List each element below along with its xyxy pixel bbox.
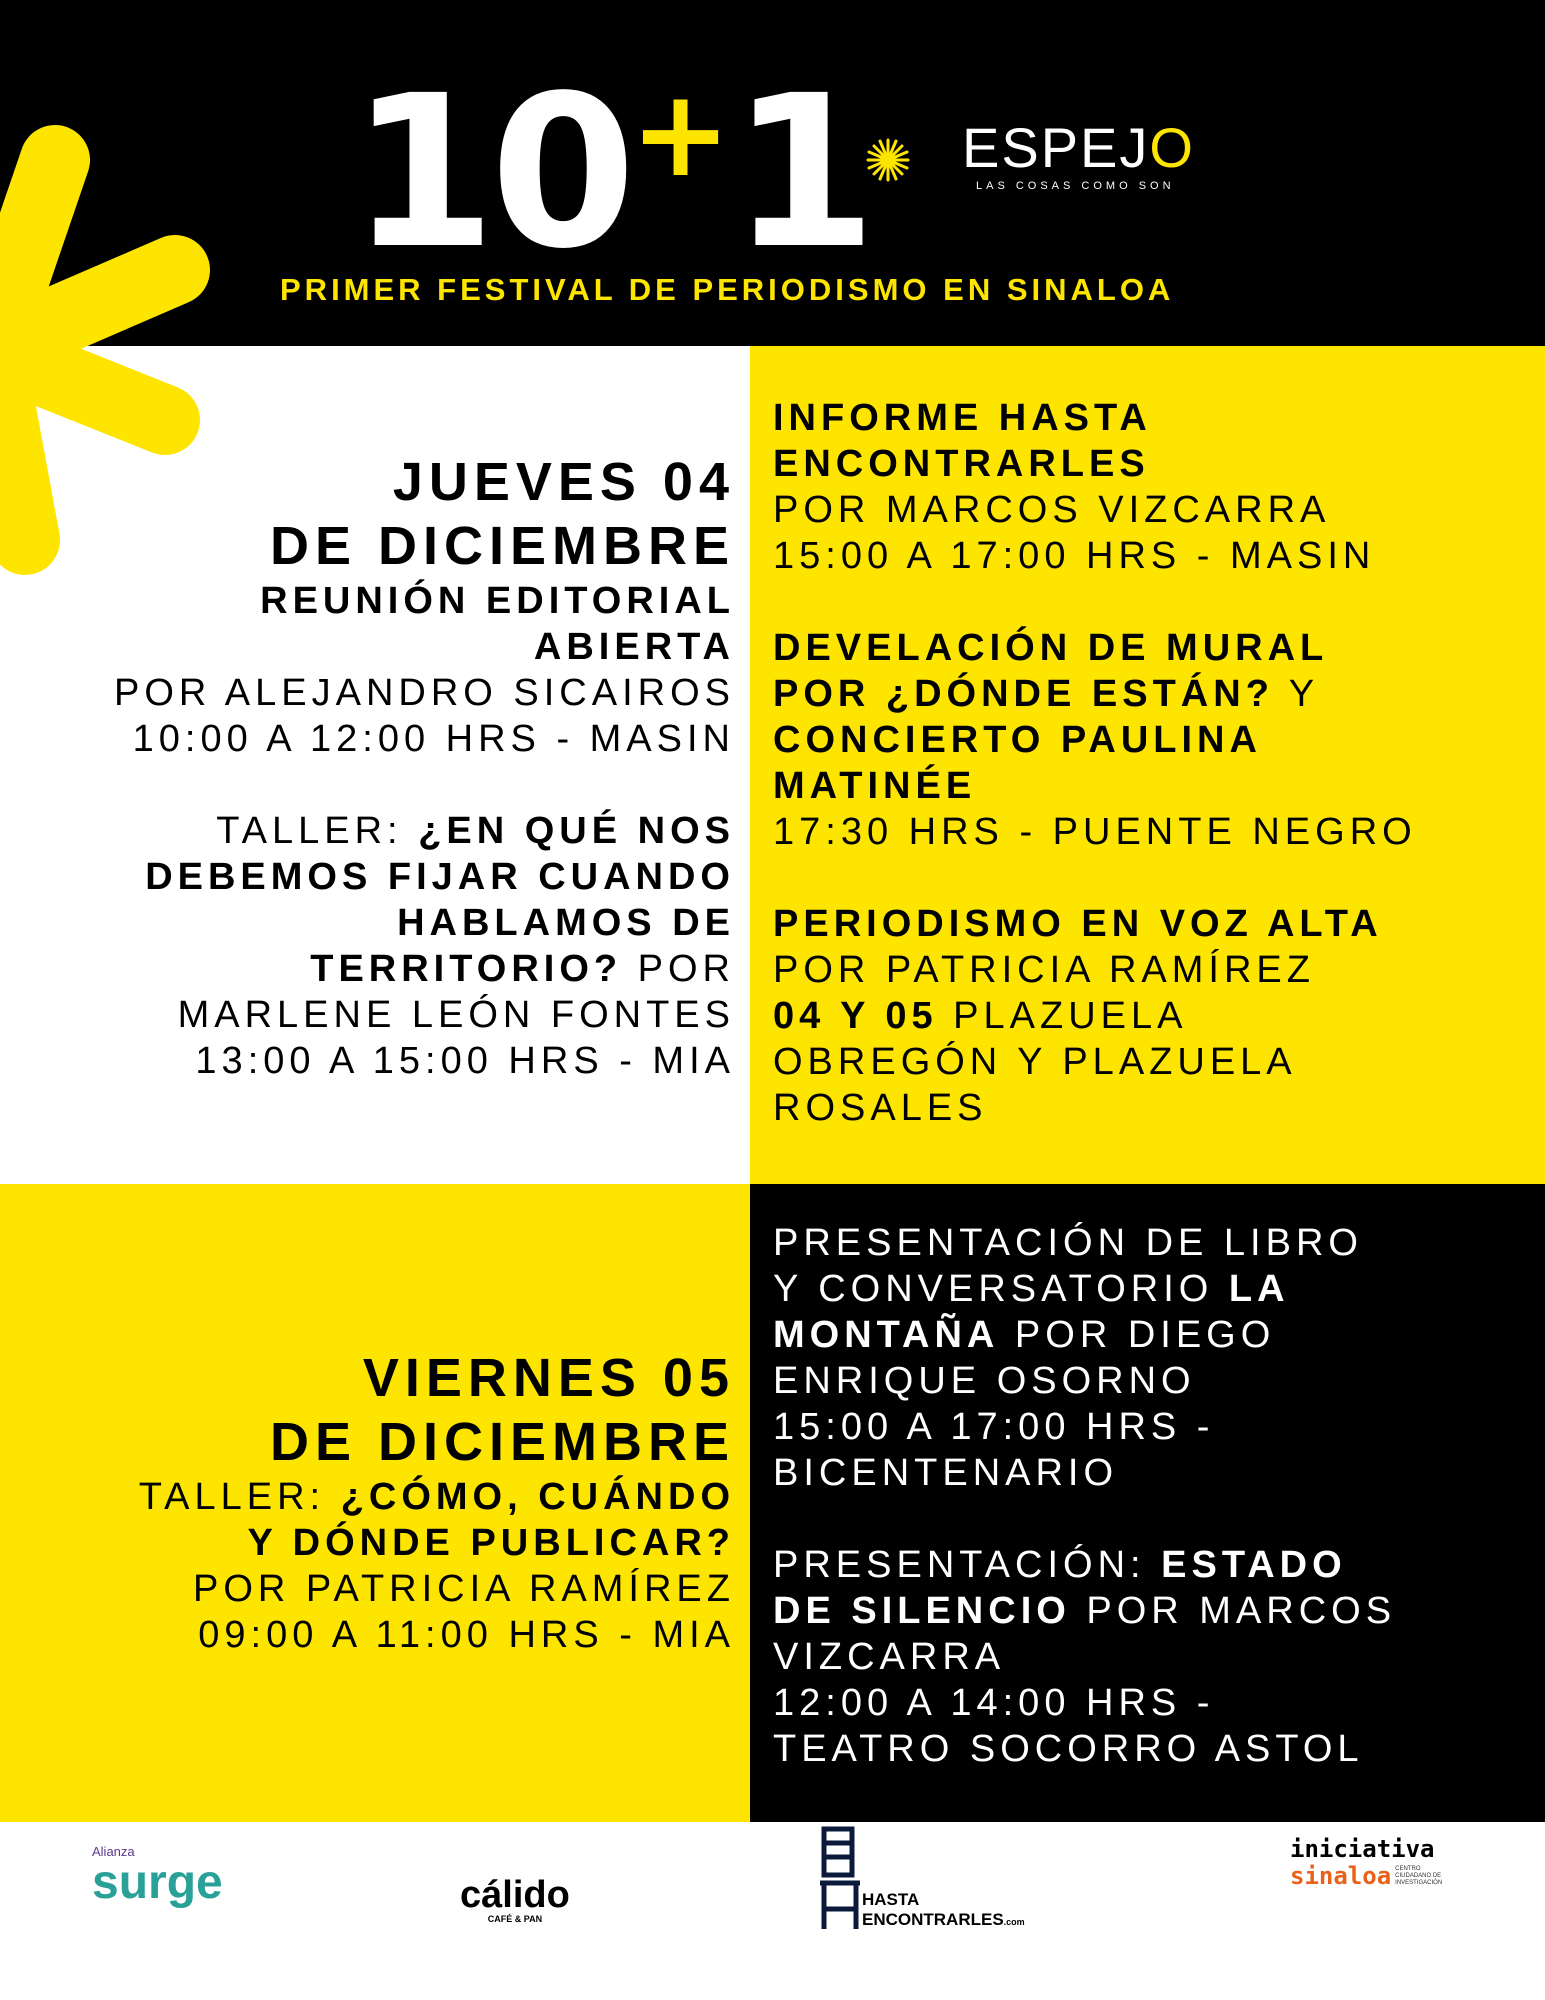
event-place: ROSALES — [773, 1087, 988, 1129]
chair-icon — [818, 1825, 864, 1933]
event-line — [20, 808, 735, 854]
calido-logo — [460, 1876, 570, 1924]
event-line — [773, 1588, 1533, 1634]
iniciativa-logo-line2: sinaloa — [1290, 1862, 1392, 1890]
event-speaker: VIZCARRA — [773, 1636, 1006, 1678]
friday-date-line2: DE DICIEMBRE — [269, 1412, 735, 1472]
event-speaker: POR DIEGO — [999, 1314, 1276, 1356]
iniciativa-logo-sub: CENTRO CIUDADANO DE INVESTIGACIÓN — [1395, 1865, 1443, 1886]
event-speaker: MARLENE LEÓN FONTES — [177, 994, 735, 1036]
event-line — [773, 671, 1533, 717]
espejo-logo-o: O — [1149, 116, 1195, 179]
friday-column — [20, 1346, 735, 1658]
hasta-logo-line2: ENCONTRARLES — [862, 1910, 1004, 1929]
event-title: ¿EN QUÉ NOS — [418, 810, 735, 852]
event-line — [20, 1474, 735, 1520]
event-title: TERRITORIO? — [310, 948, 623, 990]
event-line — [773, 1542, 1533, 1588]
friday-right-column — [773, 1220, 1533, 1772]
surge-logo-text: surge — [92, 1856, 223, 1909]
event-speaker: POR PATRICIA RAMÍREZ — [193, 1568, 735, 1610]
event-line — [773, 993, 1533, 1039]
iniciativa-sinaloa-logo — [1290, 1836, 1455, 1890]
event-title: REUNIÓN EDITORIAL — [260, 580, 735, 622]
event-time: 13:00 A 15:00 HRS - MIA — [195, 1040, 735, 1082]
event-title: HABLAMOS DE — [397, 902, 735, 944]
event-prefix: TALLER: — [138, 1476, 341, 1518]
event-place: TEATRO SOCORRO ASTOL — [773, 1728, 1364, 1770]
event-line — [20, 946, 735, 992]
event-speaker: POR PATRICIA RAMÍREZ — [773, 949, 1315, 991]
event-title: DEBEMOS FIJAR CUANDO — [145, 856, 735, 898]
event-time: 10:00 A 12:00 HRS - MASIN — [132, 718, 735, 760]
surge-logo-small: Alianza — [92, 1844, 135, 1859]
friday-date-line1: VIERNES 05 — [362, 1348, 735, 1408]
title-plus: + — [630, 65, 731, 204]
event-title: ¿CÓMO, CUÁNDO — [340, 1476, 735, 1518]
event-time: 15:00 A 17:00 HRS - — [773, 1406, 1215, 1448]
event-line — [773, 1312, 1533, 1358]
event-time: 12:00 A 14:00 HRS - — [773, 1682, 1215, 1724]
event-speaker: POR MARCOS VIZCARRA — [773, 489, 1331, 531]
title-one: 1 — [730, 50, 871, 295]
event-title: Y DÓNDE PUBLICAR? — [247, 1522, 735, 1564]
calido-logo-sub: CAFÉ & PAN — [487, 1914, 543, 1924]
thursday-date-line2: DE DICIEMBRE — [269, 516, 735, 576]
event-prefix: TALLER: — [216, 810, 419, 852]
sun-icon — [866, 138, 910, 182]
event-title: ESTADO — [1161, 1544, 1347, 1586]
event-conjunction: Y — [1273, 673, 1320, 715]
event-title: POR ¿DÓNDE ESTÁN? — [773, 673, 1274, 715]
festival-subtitle: PRIMER FESTIVAL DE PERIODISMO EN SINALOA — [280, 272, 1175, 307]
event-time: 15:00 A 17:00 HRS - MASIN — [773, 535, 1376, 577]
event-title: MATINÉE — [773, 765, 977, 807]
thursday-right-column — [773, 395, 1533, 1131]
thursday-date-line1: JUEVES 04 — [392, 452, 735, 512]
title-ten: 10 — [350, 50, 631, 295]
event-book-title: MONTAÑA — [773, 1314, 1000, 1356]
event-title: ENCONTRARLES — [773, 443, 1150, 485]
calido-logo-text: cálido — [460, 1874, 570, 1916]
event-time: 09:00 A 11:00 HRS - MIA — [198, 1614, 735, 1656]
event-speaker: POR ALEJANDRO SICAIROS — [113, 672, 735, 714]
event-title: PRESENTACIÓN DE LIBRO — [773, 1222, 1363, 1264]
iniciativa-logo-line1: iniciativa — [1290, 1835, 1435, 1863]
hasta-logo-domain: .com — [1003, 1917, 1025, 1927]
event-book-title: LA — [1228, 1268, 1290, 1310]
event-days: 04 Y 05 — [773, 995, 938, 1037]
thursday-column — [20, 450, 735, 1084]
event-time: 17:30 HRS - PUENTE NEGRO — [773, 811, 1417, 853]
event-title: DE SILENCIO — [773, 1590, 1071, 1632]
hasta-encontrarles-logo — [862, 1890, 1025, 1932]
event-title: INFORME HASTA — [773, 397, 1152, 439]
event-title: DEVELACIÓN DE MURAL — [773, 627, 1329, 669]
event-title: PERIODISMO EN VOZ ALTA — [773, 903, 1383, 945]
event-text: Y CONVERSATORIO — [773, 1268, 1229, 1310]
espejo-logo-text: ESPEJ — [962, 116, 1150, 179]
event-title: ABIERTA — [533, 626, 735, 668]
surge-logo — [92, 1844, 252, 1907]
festival-number — [350, 50, 871, 295]
event-place: BICENTENARIO — [773, 1452, 1119, 1494]
espejo-tagline: LAS COSAS COMO SON — [976, 180, 1175, 192]
event-speaker: POR — [622, 948, 735, 990]
event-title: CONCIERTO PAULINA — [773, 719, 1262, 761]
event-prefix: PRESENTACIÓN: — [773, 1544, 1162, 1586]
event-place: PLAZUELA — [937, 995, 1188, 1037]
espejo-logo — [962, 115, 1195, 180]
event-speaker: POR MARCOS — [1070, 1590, 1397, 1632]
event-speaker: ENRIQUE OSORNO — [773, 1360, 1196, 1402]
event-place: OBREGÓN Y PLAZUELA — [773, 1041, 1297, 1083]
event-line — [773, 1266, 1533, 1312]
hasta-logo-line1: HASTA — [862, 1890, 920, 1909]
